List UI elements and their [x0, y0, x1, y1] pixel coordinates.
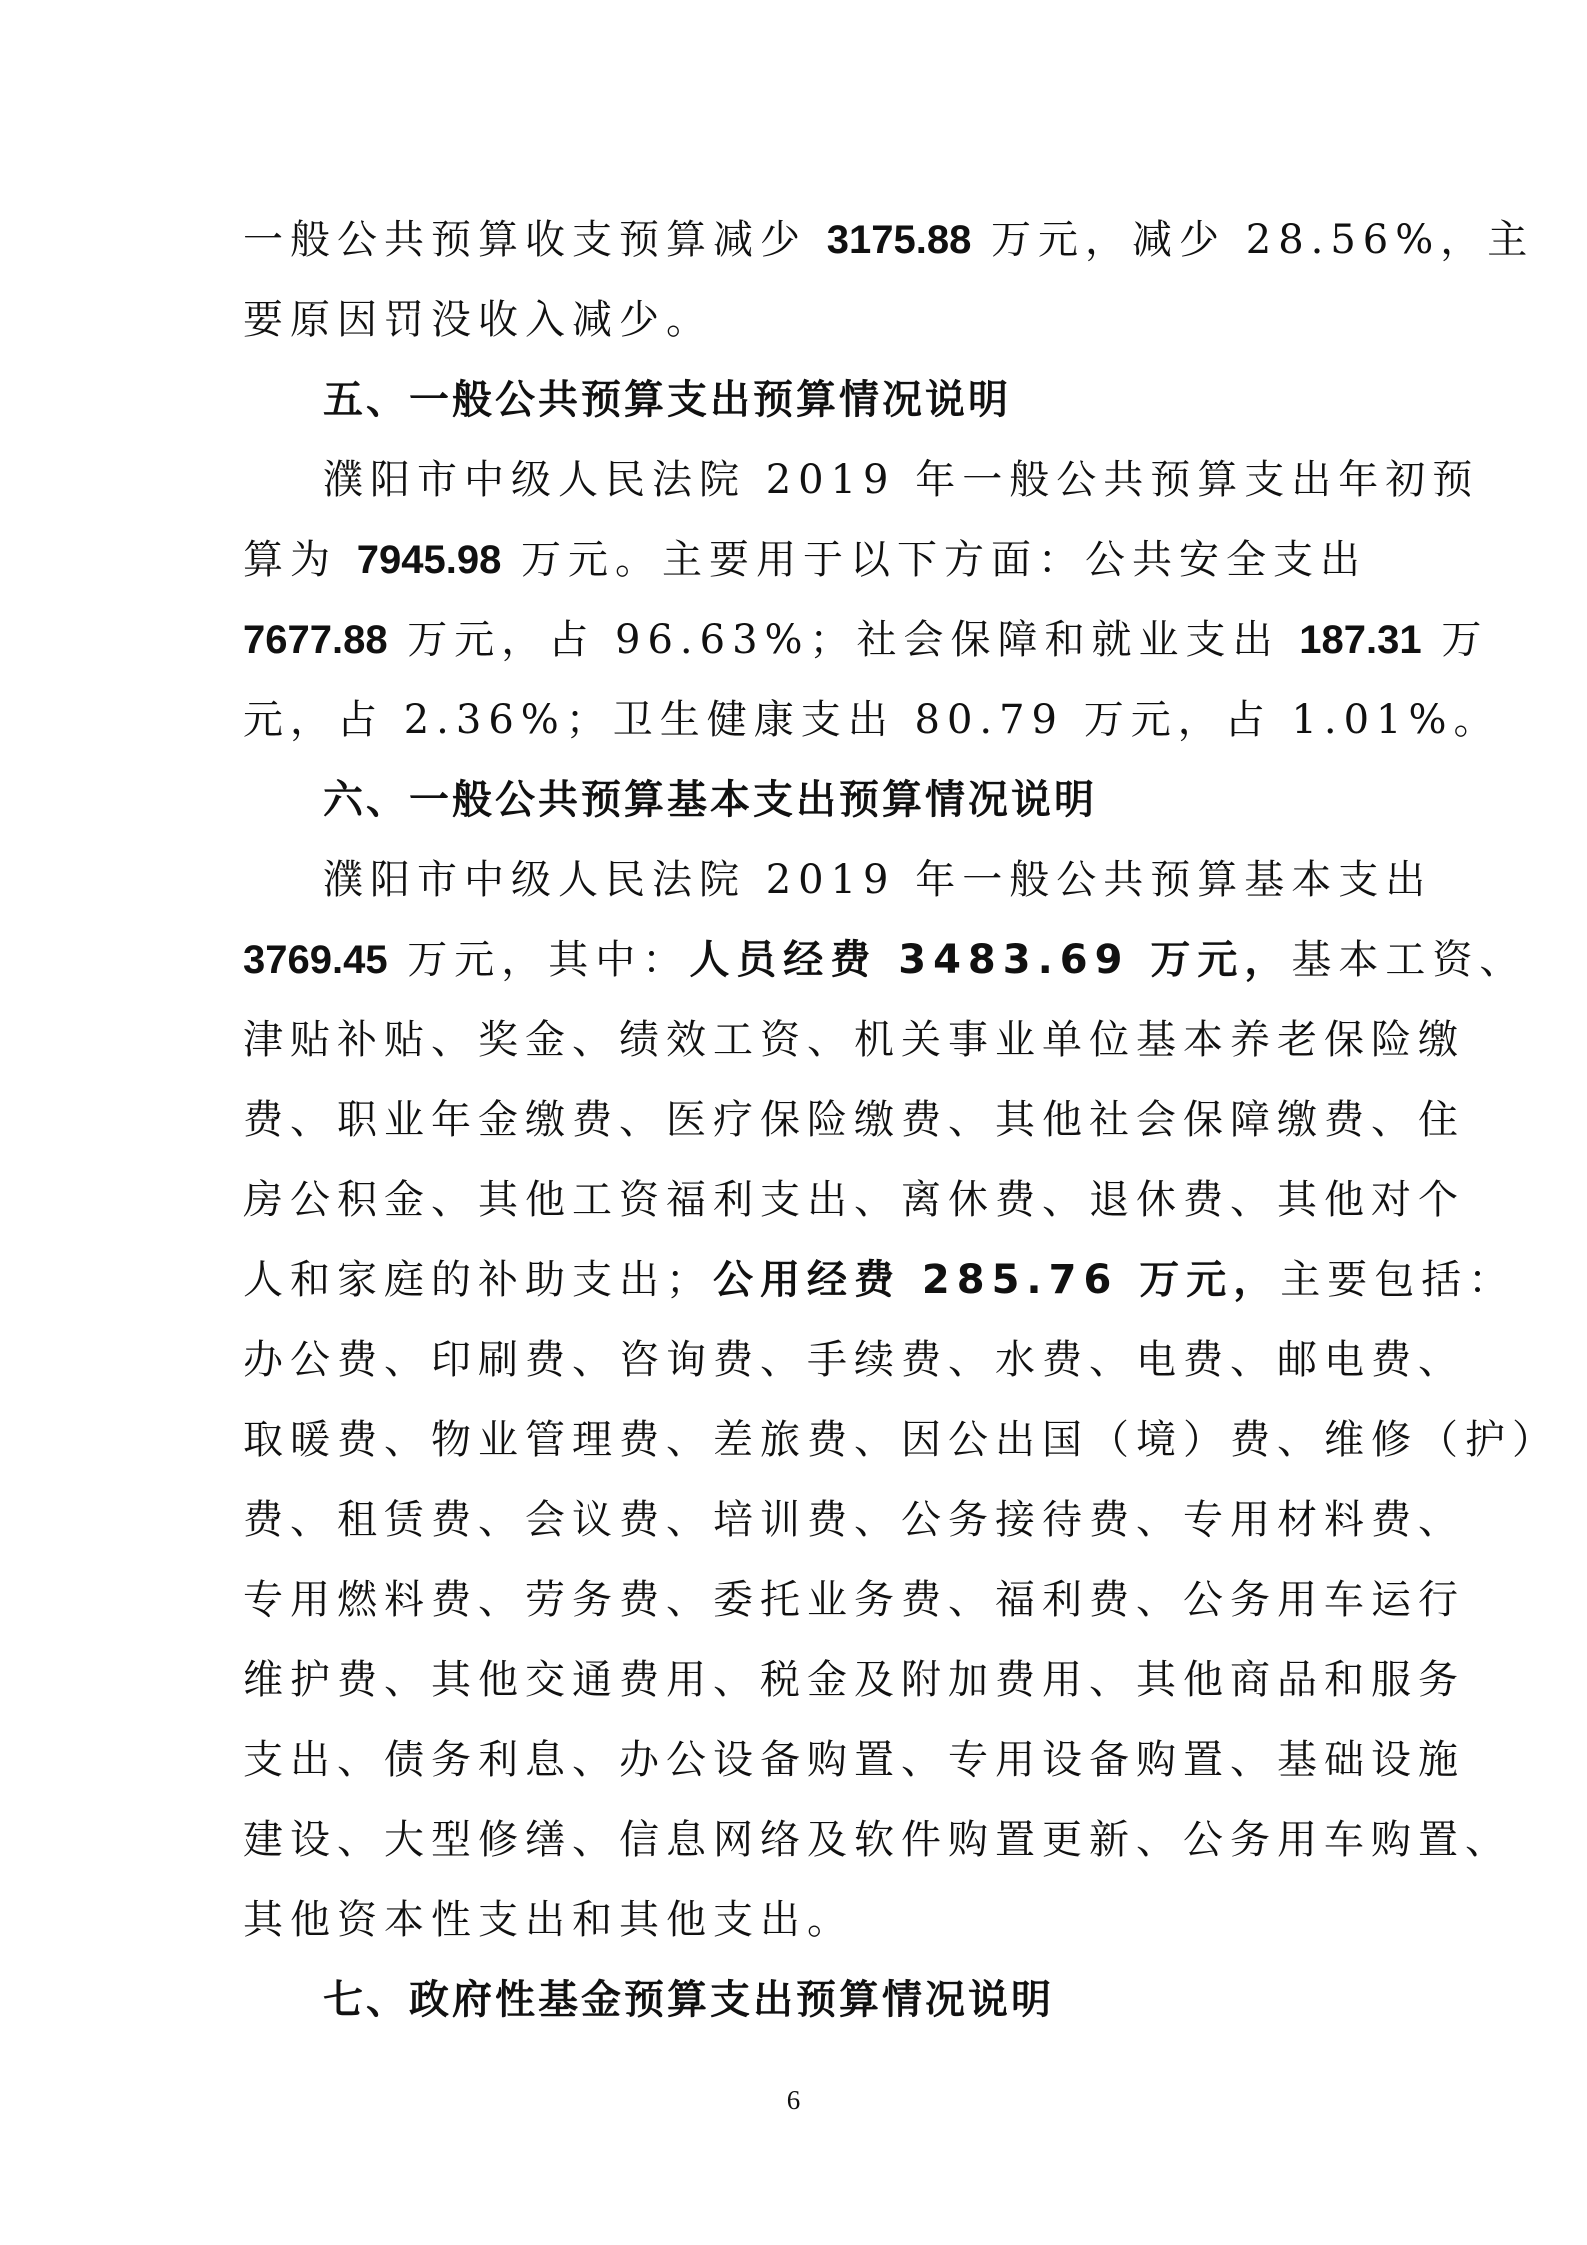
- section-six-heading: 六、一般公共预算基本支出预算情况说明: [323, 777, 1097, 823]
- section-six-text: 主要包括：: [1280, 1257, 1516, 1303]
- section-six-text: 万元，其中：: [387, 937, 690, 983]
- section-five-text: 万元，占 96.63%；社会保障和就业支出: [387, 617, 1300, 663]
- section-six-line-14: 其他资本性支出和其他支出。: [243, 1897, 854, 1943]
- section-six-line-9: 费、租赁费、会议费、培训费、公务接待费、专用材料费、: [243, 1497, 1465, 1543]
- section-four-text: 一般公共预算收支预算减少: [243, 217, 827, 263]
- personnel-expense-text: 人员经费 3483.69 万元，: [689, 937, 1292, 983]
- decrease-amount: 3175.88: [826, 218, 972, 262]
- section-six-line-12: 支出、债务利息、办公设备购置、专用设备购置、基础设施: [243, 1737, 1465, 1783]
- page-number: 6: [786, 2085, 801, 2115]
- section-six-line-2: [243, 920, 1527, 1000]
- section-five-line-2: [243, 520, 1368, 600]
- annual-budget-amount: 7945.98: [356, 538, 502, 582]
- section-five-heading: 五、一般公共预算支出预算情况说明: [323, 377, 1011, 423]
- section-six-line-6: [243, 1240, 1516, 1320]
- section-six-line-3: 津贴补贴、奖金、绩效工资、机关事业单位基本养老保险缴: [243, 1017, 1465, 1063]
- section-five-line-3: [243, 600, 1489, 680]
- public-safety-amount: 7677.88: [243, 618, 388, 662]
- section-six-line-4: 费、职业年金缴费、医疗保险缴费、其他社会保障缴费、住: [243, 1097, 1465, 1143]
- section-four-continuation-line-1: [243, 200, 1535, 280]
- section-five-text: 算为: [243, 537, 357, 583]
- section-five-text: 万元。主要用于以下方面：公共安全支出: [501, 537, 1368, 583]
- section-six-line-10: 专用燃料费、劳务费、委托业务费、福利费、公务用车运行: [243, 1577, 1465, 1623]
- section-six-line-5: 房公积金、其他工资福利支出、离休费、退休费、其他对个: [243, 1177, 1465, 1223]
- section-four-continuation-line-2: 要原因罚没收入减少。: [243, 297, 713, 343]
- basic-expenditure-amount: 3769.45: [243, 938, 388, 982]
- section-six-line-1: 濮阳市中级人民法院 2019 年一般公共预算基本支出: [323, 857, 1433, 903]
- public-expense-text: 公用经费 285.76 万元，: [713, 1257, 1281, 1303]
- section-six-text: 人和家庭的补助支出；: [243, 1257, 713, 1303]
- section-five-text: 万: [1421, 617, 1489, 663]
- social-security-amount: 187.31: [1299, 618, 1422, 662]
- decrease-percentage-text: 万元，减少 28.56%，主: [971, 217, 1535, 263]
- section-seven-heading: 七、政府性基金预算支出预算情况说明: [323, 1977, 1054, 2023]
- section-six-line-8: 取暖费、物业管理费、差旅费、因公出国（境）费、维修（护）: [243, 1417, 1559, 1463]
- section-six-line-7: 办公费、印刷费、咨询费、手续费、水费、电费、邮电费、: [243, 1337, 1465, 1383]
- section-six-text: 基本工资、: [1291, 937, 1527, 983]
- section-five-line-4: 元，占 2.36%；卫生健康支出 80.79 万元，占 1.01%。: [243, 697, 1501, 743]
- section-six-line-13: 建设、大型修缮、信息网络及软件购置更新、公务用车购置、: [243, 1817, 1512, 1863]
- section-five-line-1: 濮阳市中级人民法院 2019 年一般公共预算支出年初预: [323, 457, 1480, 503]
- section-six-line-11: 维护费、其他交通费用、税金及附加费用、其他商品和服务: [243, 1657, 1465, 1703]
